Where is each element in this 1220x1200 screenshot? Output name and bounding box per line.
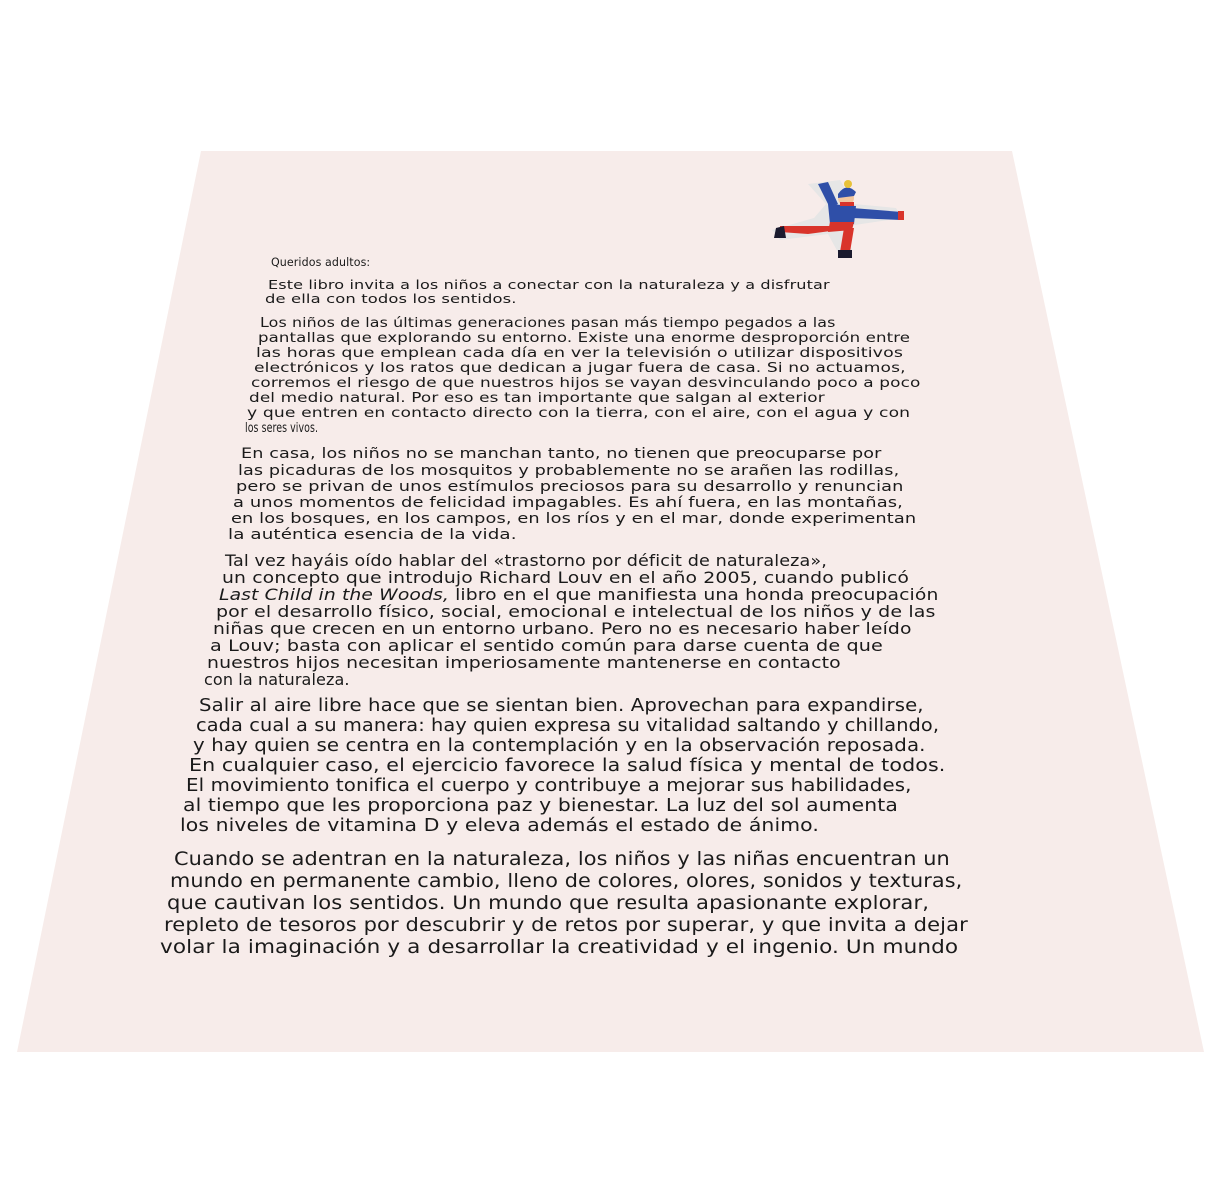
paragraph-line-text: libro en el que manifiesta una honda preocupación — [455, 586, 939, 604]
paragraph-line: repleto de tesoros por descubrir y de retos por superar, y que invita a dejar — [164, 914, 968, 936]
letter-greeting: Queridos adultos: — [271, 255, 371, 269]
paragraph-line: por el desarrollo físico, social, emocional e intelectual de los niños y de las — [216, 603, 936, 621]
paragraph-line: las horas que emplean cada día en ver la televisión o utilizar dispositivos — [256, 346, 904, 361]
paragraph-line — [219, 586, 938, 604]
paragraph-line: un concepto que introdujo Richard Louv en el año 2005, cuando publicó — [222, 569, 909, 587]
paragraph-line: corremos el riesgo de que nuestros hijos se vayan desvinculando poco a poco — [251, 376, 921, 391]
paragraph-line: al tiempo que les proporciona paz y bienestar. La luz del sol aumenta — [183, 796, 898, 816]
paragraph-line: del medio natural. Por eso es tan importante que salgan al exterior — [249, 391, 825, 406]
paragraph-line: pantallas que explorando su entorno. Existe una enorme desproporción entre — [258, 331, 911, 346]
paragraph-line: El movimiento tonifica el cuerpo y contribuye a mejorar sus habilidades, — [186, 776, 912, 796]
paragraph-line: con la naturaleza. — [204, 671, 350, 689]
paragraph-line: a Louv; basta con aplicar el sentido común para darse cuenta de que — [210, 637, 883, 655]
paragraph-line: de ella con todos los sentidos. — [265, 292, 517, 306]
paragraph-line: y hay quien se centra en la contemplación y en la observación reposada. — [193, 736, 926, 756]
paragraph-line: En cualquier caso, el ejercicio favorece la salud física y mental de todos. — [189, 756, 946, 776]
paragraph-line: Este libro invita a los niños a conectar con la naturaleza y a disfrutar — [268, 278, 830, 292]
paragraph-line: En casa, los niños no se manchan tanto, no tienen que preocuparse por — [241, 446, 882, 462]
paragraph-line: Tal vez hayáis oído hablar del «trastorno por déficit de naturaleza», — [225, 552, 827, 570]
paragraph-line: Cuando se adentran en la naturaleza, los niños y las niñas encuentran un — [174, 848, 950, 870]
paragraph-line: los seres vivos. — [245, 421, 319, 436]
paragraph-line: la auténtica esencia de la vida. — [228, 527, 517, 543]
paragraph-line: las picaduras de los mosquitos y probablemente no se arañen las rodillas, — [238, 463, 900, 479]
paragraph-line: los niveles de vitamina D y eleva además el estado de ánimo. — [180, 816, 819, 836]
paragraph-line: Salir al aire libre hace que se sientan bien. Aprovechan para expandirse, — [199, 696, 924, 716]
paragraph-line: Los niños de las últimas generaciones pasan más tiempo pegados a las — [260, 316, 836, 331]
paragraph-line: pero se privan de unos estímulos preciosos para su desarrollo y renuncian — [236, 479, 904, 495]
book-title: Last Child in the Woods, — [219, 586, 449, 604]
paragraph-line: en los bosques, en los campos, en los ríos y en el mar, donde experimentan — [231, 511, 917, 527]
paragraph-line: electrónicos y los ratos que dedican a jugar fuera de casa. Si no actuamos, — [254, 361, 906, 376]
paragraph-line: cada cual a su manera: hay quien expresa su vitalidad saltando y chillando, — [196, 716, 940, 736]
paragraph-line: niñas que crecen en un entorno urbano. Pero no es necesario haber leído — [213, 620, 912, 638]
paragraph-line: a unos momentos de felicidad impagables. Es ahí fuera, en las montañas, — [233, 495, 903, 511]
paragraph-line: volar la imaginación y a desarrollar la creatividad y el ingenio. Un mundo — [160, 936, 959, 958]
paragraph-line: que cautivan los sentidos. Un mundo que resulta apasionante explorar, — [167, 892, 930, 914]
paragraph-line: nuestros hijos necesitan imperiosamente mantenerse en contacto — [207, 654, 841, 672]
paragraph-line: mundo en permanente cambio, lleno de colores, olores, sonidos y texturas, — [170, 870, 963, 892]
paragraph-line: y que entren en contacto directo con la tierra, con el aire, con el agua y con — [247, 406, 911, 421]
